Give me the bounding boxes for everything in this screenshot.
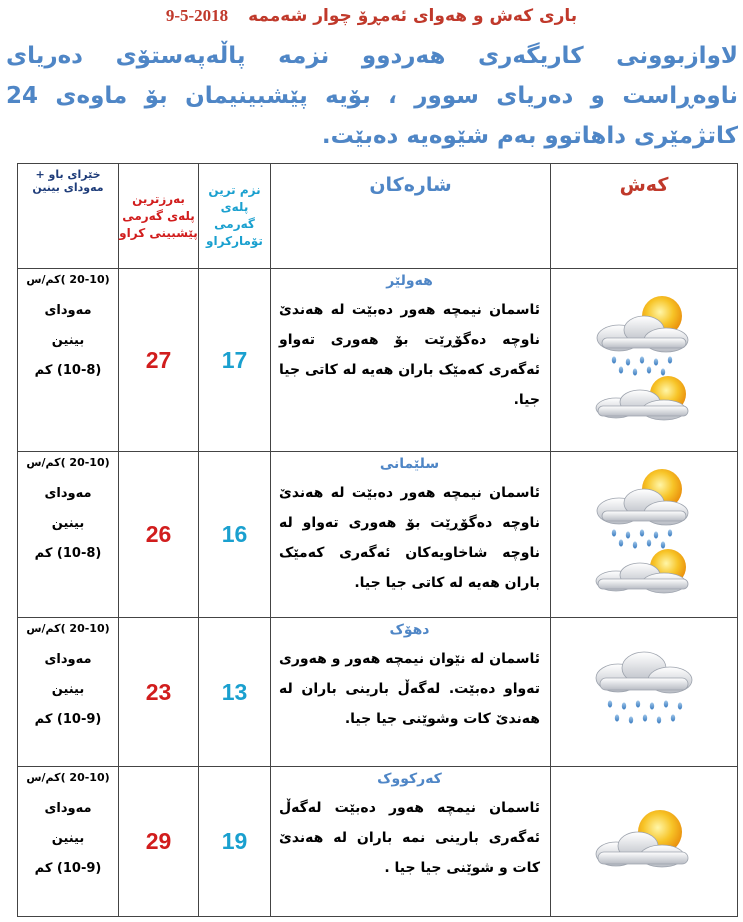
wind-cell <box>18 452 119 618</box>
table-row <box>18 618 738 767</box>
max-temp: 23 <box>119 618 199 767</box>
header-cities: شارەکان <box>271 164 551 269</box>
header-wind: خێرای باو + مەودای بینین <box>18 164 119 269</box>
partly-cloudy-rain-icon <box>584 290 704 430</box>
city-name: دهۆک <box>389 622 430 638</box>
page-title <box>0 6 743 32</box>
table-row <box>18 269 738 452</box>
partly-cloudy-rain-icon <box>584 465 704 605</box>
min-temp: 13 <box>199 618 271 767</box>
forecast-text: ئاسمان لە نێوان نیمچە هەور و هەوری تەواو دەبێت. لەگەڵ بارینی باران لە هەندێ کات وشوێنی جیا جیا. <box>279 651 540 727</box>
visibility-label: بینین <box>51 831 85 846</box>
header-min-temp: نزم ترین پلەی گەرمی تۆمارکراو <box>199 164 271 269</box>
visibility-label: مەودای <box>44 486 92 501</box>
weather-icon-cell <box>551 767 738 917</box>
weather-icon-cell <box>551 452 738 618</box>
visibility-label: مەودای <box>44 652 92 667</box>
weather-icon-cell <box>551 269 738 452</box>
wind-speed: (20-10 )کم/س <box>26 456 110 469</box>
min-temp: 19 <box>199 767 271 917</box>
city-name: هەولێر <box>386 273 433 289</box>
wind-cell <box>18 269 119 452</box>
visibility-label: بینین <box>51 333 85 348</box>
forecast-text: ئاسمان نیمچە هەور دەبێت لە هەندێ ناوچە دەگۆڕێت بۆ هەوری تەواو لە ناوچە شاخاویەکان ئەگەری کەمێک باران هەیە لە کاتی جیا جیا. <box>279 485 540 591</box>
city-name: کەرکووک <box>377 771 442 787</box>
visibility-label: مەودای <box>44 303 92 318</box>
city-description-cell <box>271 618 551 767</box>
table-row <box>18 452 738 618</box>
forecast-text: ئاسمان نیمچە هەور دەبێت لە هەندێ ناوچە دەگۆڕێت بۆ هەوری تەواو ئەگەری کەمێک باران هەیە لە کاتی جیا جیا. <box>279 302 540 408</box>
visibility-label: بینین <box>51 516 85 531</box>
city-name: سلێمانی <box>379 456 440 472</box>
intro-paragraph: لاوازبوونی کاریگەری هەردوو نزمە پاڵەپەستۆی دەریای ناوەڕاست و دەریای سوور ، بۆیە پێشبینیمان بۆ ماوەی 24 کاتژمێری داهاتوو بەم شێوەیە دەبێت. <box>6 43 738 149</box>
title-date: 2018-5-9 <box>165 6 229 25</box>
table-row <box>18 767 738 917</box>
wind-cell <box>18 618 119 767</box>
max-temp: 26 <box>119 452 199 618</box>
title-text: باری کەش و هەوای ئەمڕۆ چوار شەممە <box>248 6 578 26</box>
header-max-temp: بەرزترین پلەی گەرمی پێشبینی کراو <box>119 164 199 269</box>
wind-speed: (20-10 )کم/س <box>26 771 110 784</box>
wind-speed: (20-10 )کم/س <box>26 622 110 635</box>
wind-speed: (20-10 )کم/س <box>26 273 110 286</box>
wind-cell <box>18 767 119 917</box>
visibility-range: (10-8) کم <box>34 363 102 378</box>
forecast-table <box>17 163 738 917</box>
max-temp: 27 <box>119 269 199 452</box>
header-row <box>18 164 738 269</box>
visibility-range: (10-9) کم <box>34 861 102 876</box>
max-temp: 29 <box>119 767 199 917</box>
city-description-cell <box>271 269 551 452</box>
city-description-cell <box>271 767 551 917</box>
visibility-label: بینین <box>51 682 85 697</box>
min-temp: 16 <box>199 452 271 618</box>
visibility-range: (10-8) کم <box>34 546 102 561</box>
visibility-label: مەودای <box>44 801 92 816</box>
forecast-text: ئاسمان نیمچە هەور دەبێت لەگەڵ ئەگەری بارینی نمە باران لە هەندێ کات و شوێنی جیا جیا . <box>279 800 540 876</box>
weather-icon-cell <box>551 618 738 767</box>
cloud-rain-icon <box>584 642 704 742</box>
partly-cloudy-icon <box>584 802 704 882</box>
visibility-range: (10-9) کم <box>34 712 102 727</box>
header-weather: کەش <box>551 164 738 269</box>
min-temp: 17 <box>199 269 271 452</box>
city-description-cell <box>271 452 551 618</box>
